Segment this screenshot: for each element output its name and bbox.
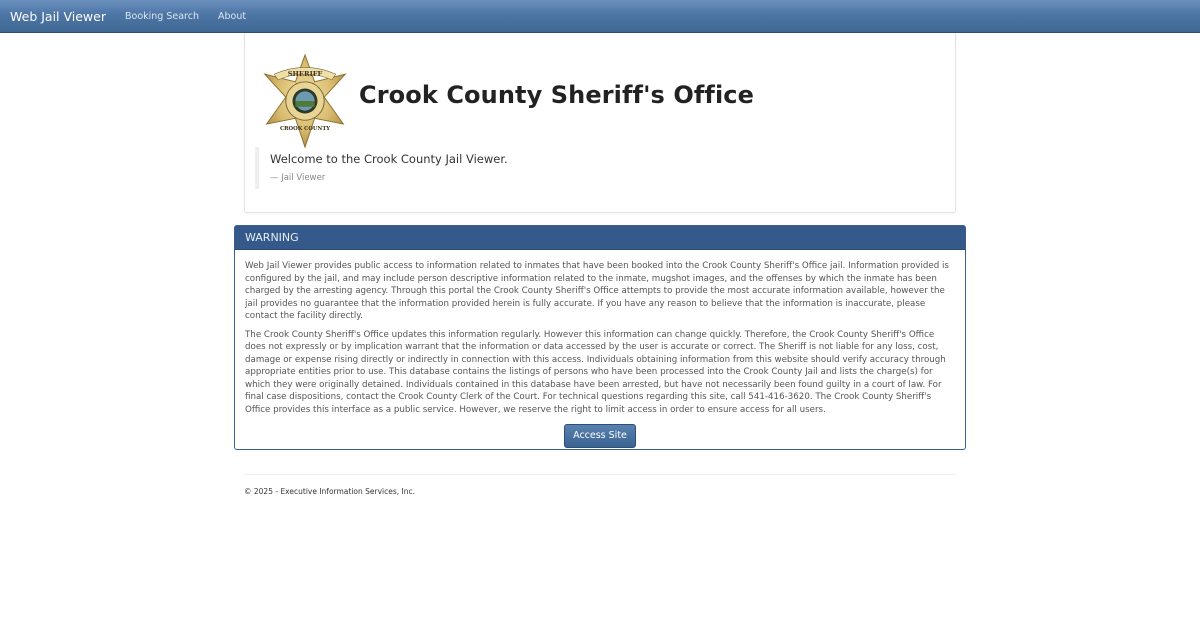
footer-divider — [244, 474, 956, 475]
warning-panel — [234, 225, 966, 450]
warning-paragraph: Web Jail Viewer provides public access to information related to inmates that have been booked into the Crook County Sheriff's Office jail. Information provided is configured by the jail, and may include person descriptive information related to the inmate, mugshot images, and the offenses by which the inmate has been charged by the arresting agency. Through this portal the Crook County Sheriff's Office attempts to provide the most accurate information available, however the jail provides no guarantee that the information provided herein is fully accurate. If you have any reason to believe that the information is inaccurate, please contact the facility directly. — [245, 261, 949, 321]
welcome-text: Welcome to the Crook County Jail Viewer. — [270, 152, 508, 166]
nav-booking-search[interactable]: Booking Search — [124, 10, 199, 22]
warning-body — [235, 250, 965, 448]
sheriff-badge-icon — [257, 53, 353, 149]
nav-about[interactable]: About — [217, 10, 247, 22]
top-navbar — [0, 0, 1200, 33]
warning-heading: WARNING — [235, 226, 965, 250]
welcome-blockquote — [255, 147, 508, 189]
warning-paragraph: The Crook County Sheriff's Office updates this information regularly. However this information can change quickly. Therefore, the Crook County Sheriff's Office does not expressly or by implication warrant that the information or data accessed by the user is accurate or correct. The Sheriff is not liable for any loss, cost, damage or expense rising directly or indirectly in connection with this access. Individuals obtaining information from this website should verify accuracy through appropriate entities prior to use. This database contains the listings of persons who have been processed into the Crook County Jail and lists the charge(s) for which they were originally detained. Individuals contained in this database have been arrested, but have not necessarily been found guilty in a court of law. For final case dispositions, contact the Crook County Clerk of the Court. For technical questions regarding this site, call 541-416-3620. The Crook County Sheriff's Office provides this interface as a public service. However, we reserve the right to limit access in order to ensure access for all users. — [245, 329, 946, 415]
page-title: Crook County Sheriff's Office — [359, 81, 754, 109]
svg-text:CROOK COUNTY: CROOK COUNTY — [279, 125, 331, 132]
footer-copyright: © 2025 - Executive Information Services, Inc. — [244, 487, 416, 496]
quote-source: — Jail Viewer — [270, 173, 326, 183]
header-jumbotron — [244, 33, 956, 213]
brand-link[interactable]: Web Jail Viewer — [10, 8, 106, 24]
access-site-button[interactable]: Access Site — [564, 424, 636, 448]
svg-text:SHERIFF: SHERIFF — [287, 70, 323, 79]
